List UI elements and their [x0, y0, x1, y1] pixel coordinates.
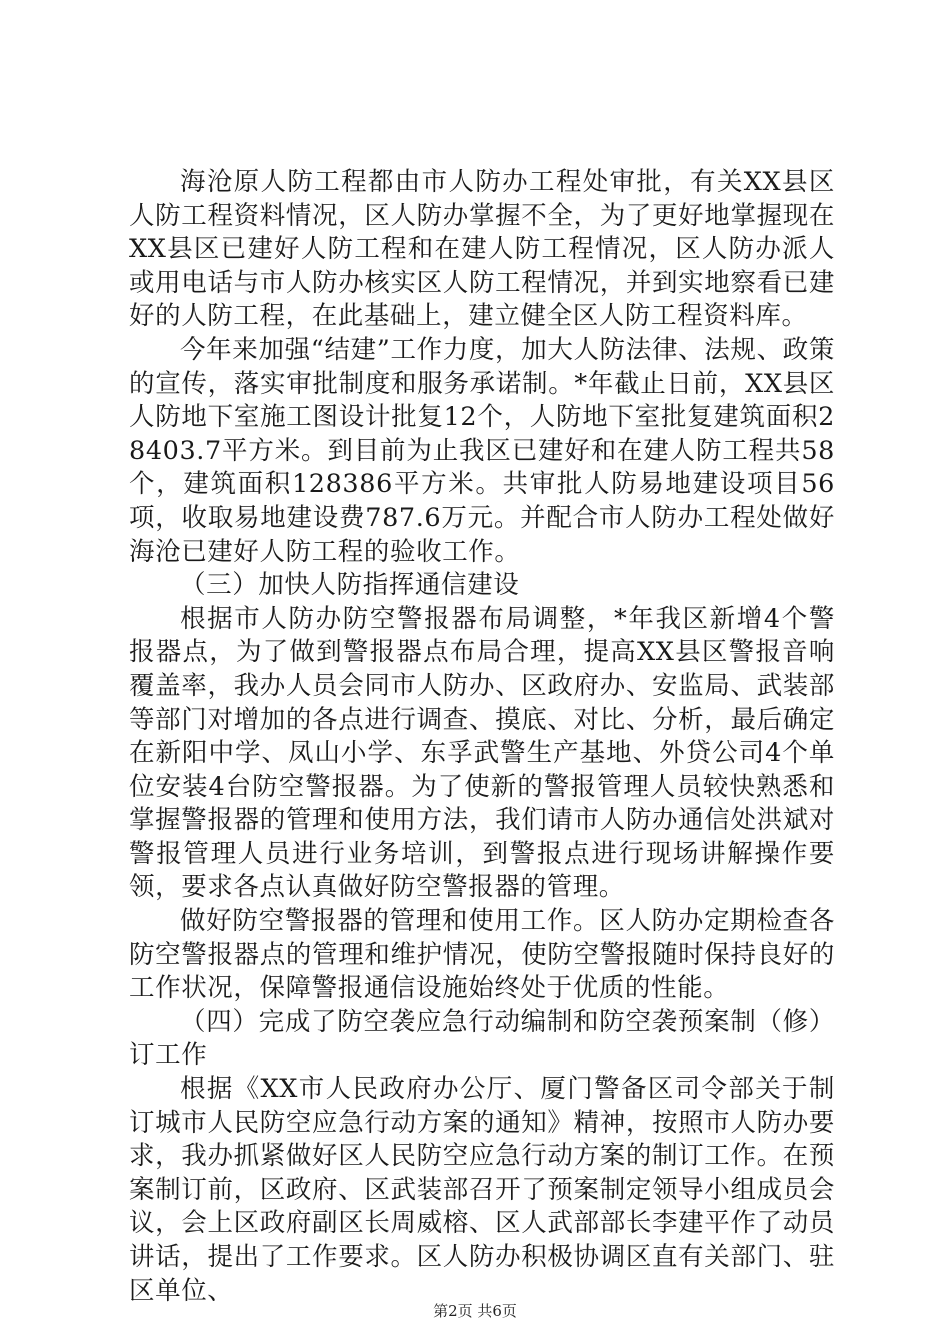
- paragraph-emergency-plan: 根据《XX市人民政府办公厅、厦门警备区司令部关于制订城市人民防空应急行动方案的通知》精神，按照市人防办要求，我办抓紧做好区人民防空应急行动方案的制订工作。在预案制订前，区政府、区武装部召开了预案制定领导小组成员会议，会上区政府副区长周威榕、区人武部部长李建平作了动员讲话，提出了工作要求。区人防办积极协调区直有关部门、驻区单位、: [129, 1074, 835, 1306]
- document-body: [129, 166, 835, 1308]
- section-heading-communications: （三）加快人防指挥通信建设: [180, 570, 520, 601]
- paragraph-construction-approval: 今年来加强“结建”工作力度，加大人防法律、法规、政策的宣传，落实审批制度和服务承诺制。*年截止日前，XX县区人防地下室施工图设计批复12个，人防地下室批复建筑面积28403.7平方米。到目前为止我区已建好和在建人防工程共58个，建筑面积128386平方米。共审批人防易地建设项目56项，收取易地建设费787.6万元。并配合市人防办工程处做好海沧已建好人防工程的验收工作。: [129, 334, 835, 567]
- paragraph-alarm-maintenance: 做好防空警报器的管理和使用工作。区人防办定期检查各防空警报器点的管理和维护情况，使防空警报随时保持良好的工作状况，保障警报通信设施始终处于优质的性能。: [129, 906, 835, 1004]
- paragraph-alarm-layout: 根据市人防办防空警报器布局调整，*年我区新增4个警报器点，为了做到警报器点布局合理，提高XX县区警报音响覆盖率，我办人员会同市人防办、区政府办、安监局、武装部等部门对增加的各点进行调查、摸底、对比、分析，最后确定在新阳中学、凤山小学、东孚武警生产基地、外贷公司4个单位安装4台防空警报器。为了使新的警报管理人员较快熟悉和掌握警报器的管理和使用方法，我们请市人防办通信处洪斌对警报管理人员进行业务培训，到警报点进行现场讲解操作要领，要求各点认真做好防空警报器的管理。: [129, 603, 835, 903]
- paragraph-civil-defense-records: 海沧原人防工程都由市人防办工程处审批，有关XX县区人防工程资料情况，区人防办掌握不全，为了更好地掌握现在XX县区已建好人防工程和在建人防工程情况，区人防办派人或用电话与市人防办核实区人防工程情况，并到实地察看已建好的人防工程，在此基础上，建立健全区人防工程资料库。: [129, 167, 835, 332]
- page-number-footer: 第2页 共6页: [433, 1302, 517, 1320]
- section-heading-emergency-plan: （四）完成了防空袭应急行动编制和防空袭预案制（修）订工作: [129, 1006, 835, 1071]
